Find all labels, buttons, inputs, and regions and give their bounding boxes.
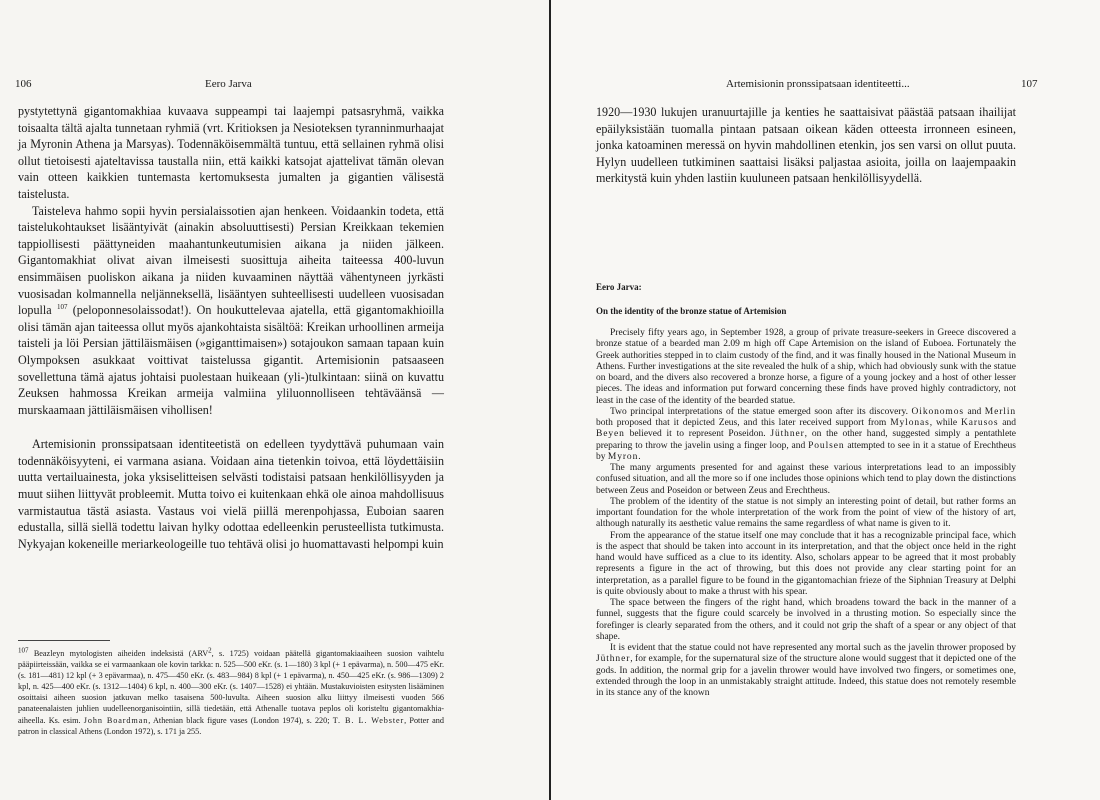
running-head-left: Eero Jarva [205, 78, 252, 90]
page-number-right: 107 [1021, 78, 1038, 90]
footnote-text: , s. 1725) voidaan päätellä gigantomakiaaiheen suosion vaihtelu pääpiirteissään, vaikka se ei varmaankaan ole kovin tarkka: n. 525—500 eKr. (s. 1—180) 3 kpl (+ 1 epävarma), n. 500—475 eKr. (s. 181—481) 12 kpl (+ 3 epävarmaa), n. 475—450 eKr. (s. 483—984) 8 kpl (+ 1 epävarma), n. 450—425 eKr. (s. 986—1309) 2 kpl, n. 425—400 eKr. (s. 1312—1404) 6 kpl, n. 400—300 eKr. (s. 1407—1528) ei yhtään. Mustakuvioisten esitysten lisääminen osoittaisi aiheen suosion jatkuvan melko tasaisena 500-luvulta. Aiheen suosion alku liittyy ilmeisesti vuoden 566 panateenalaisten juhlien uudelleenorganisointiin, sillä tiedetään, että Athenalle tuotava peplos oli koristeltu gigantomakhia-aiheella. Ks. esim. [18, 649, 444, 725]
paragraph [596, 407, 1016, 463]
author-name: Merlin [984, 406, 1017, 417]
text: both proposed that it depicted Zeus, and this later received support from [596, 418, 887, 428]
text: and [967, 406, 982, 417]
running-head-right: Artemisionin pronssipatsaan identiteetti... [726, 78, 910, 90]
summary-body [596, 328, 1016, 699]
page-number-left: 106 [15, 78, 32, 90]
author-name: Karusos [960, 418, 999, 428]
paragraph: Precisely fifty years ago, in September 1928, a group of private treasure-seekers in Greece discovered a bronze statue of a bearded man 2.09 m high off Cape Artemision on the island of Euboea. Fortunately the Greek authorities stepped in to claim custody of the find, and it was finally housed in the National Museum in Athens. Further investigations at the site revealed the hulk of a ship, which had obviously sunk with the statue on board, and the divers also recovered a bronze horse, a figure of a young jockey and a host of other lesser pieces. The ideas and information put forward concerning these finds have proved highly contradictory, not least in the case of the identity of the bearded statue. [596, 328, 1016, 406]
footnote-number: 107 [18, 646, 29, 655]
footnote-author: John Boardman [83, 715, 149, 725]
paragraph: The space between the fingers of the right hand, which broadens toward the back in the manner of a funnel, suggests that the figure could scarcely be involved in a thrusting motion. So especially since the forefinger is clearly separated from the others, and it could not grip the shaft of a spear or any object of that shape. [596, 598, 1016, 642]
text: , for example, for the supernatural size of the structure alone would suggest that it depicted one of the gods. In addition, the normal grip for a javelin thrower would have involved two fingers, or sometimes one, extended through the loop in an unmistakably straight attitude. Indeed, this statue does not remotely resemble in its stance any of the known [596, 654, 1016, 698]
paragraph: The many arguments presented for and against these various interpretations lead to an impossibly confused situation, and all the more so if one includes those opinions which tend to play down the distinctions between Zeus and Poseidon or between Zeus and Erechtheus. [596, 463, 1016, 496]
text: believed it to represent Poseidon. [629, 429, 766, 440]
summary-author: Eero Jarva: [596, 282, 642, 292]
paragraph: pystytettynä gigantomakhiaa kuvaava suppeampi tai laajempi patsasryhmä, vaikka toisaalta tältä ajalta tunnetaan ryhmiä (vrt. Kritioksen ja Nesioteksen tyranninmurhaajat ja Myronin Athena ja Marsyas). Todennäköisemmältä tuntuu, että sellainen ryhmä olisi ollut tietoisesti ajateltavissa taustalla niin, että kaikki katsojat ajattelivat tämän olevan vain otteen kaikkien tuntemasta kertomuksesta jumalten ja gigantien välisestä taistelusta. [18, 104, 444, 201]
text: . [638, 451, 641, 462]
footnote-text: Beazleyn mytologisten aiheiden indeksistä (ARV [33, 649, 209, 658]
author-name: Beyen [596, 429, 625, 440]
author-name: Myron [607, 451, 639, 462]
text: , while [929, 418, 958, 428]
left-body-text [18, 103, 444, 552]
author-name: Jüthner [770, 429, 805, 440]
text: , on the other hand, suggested simply a pentathlete preparing to throw the javelin using a finger loop, and [596, 429, 1017, 451]
author-name: Poulsen [808, 440, 845, 451]
author-name: Jüthner [596, 654, 631, 665]
footnote-ref: 107 [56, 303, 68, 312]
paragraph-text: Taisteleva hahmo sopii hyvin persialaissotien ajan henkeen. Voidaankin todeta, että taistelukohtaukset lisääntyivät (ainakin absoluuttisesti) Persian Kreikkaan tekemien tappiollisesti päättyneiden maahantunkeutumisien aikana ja niiden jälkeen. Gigantomakhiat olivat aivan ilmeisesti suosittuja aiheita taiteessa 400-luvun ensimmäisen puoliskon aikana ja niiden kuvaaminen näyttää vähentyneen jyrkästi vuosisadan kolmannella neljänneksellä, lisääntyen suhteellisesti uudelleen vuosisadan lopulla [18, 203, 444, 318]
author-name: Oikonomos [911, 406, 964, 417]
left-page [0, 0, 549, 800]
text: and [1002, 418, 1017, 428]
footnote-rule [18, 640, 110, 641]
paragraph: The problem of the identity of the statue is not simply an interesting point of detail, but rather forms an important foundation for the whole interpretation of the work from the point of view of the history of art, although naturally its aesthetic value remains the same regardless of what name is given to it. [596, 496, 1016, 530]
text: Two principal interpretations of the statue emerged soon after its discovery. [610, 406, 908, 417]
paragraph [596, 643, 1016, 699]
paragraph: From the appearance of the statue itself one may conclude that it has a recognizable principal face, which is the aspect that should be taken into account in its interpretation, and that the object once held in the right hand would have sufficed as a clue to its identity. Also, scholars appear to be agreed that it most probably represents a figure in the act of throwing, but this does not provide any clear starting point for an interpretation, as a parallel figure to be found in the gigantomachian frieze of the Siphnian Treasury at Delphi is quite obviously about to make a thrust with his spear. [596, 530, 1016, 597]
footnote-text: , Athenian black figure vases (London 1974), s. 220; [148, 715, 330, 725]
paragraph [18, 203, 444, 419]
footnote [18, 648, 444, 737]
footnote-sup: 2 [208, 646, 212, 655]
text: It is evident that the statue could not have represented any mortal such as the javelin thrower proposed by [610, 643, 1016, 653]
paragraph: 1920—1930 lukujen uranuurtajille ja kenties he saattaisivat päästää patsaan ihailijat epäilyksistään tuomalla pintaan patsaan oikean käden otteesta irronneen esineen, jonka katoaminen meressä on hyvin mahdollinen etenkin, jos sen varsi on ollut puuta. Hylyn uudelleen tutkiminen saattaisi lisäksi paljastaa asioita, joilla on laajempaakin merkitystä kuin yhden lastiin kuuluneen patsaan henkilöllisyydellä. [596, 105, 1016, 186]
right-top-text [596, 104, 1016, 187]
paragraph: Artemisionin pronssipatsaan identiteetistä on edelleen tyydyttävä puhumaan vain todennäköisyyteni, ei varmana asiana. Voidaan aina tietenkin toivoa, että löydettäisiin uutta vertailuainesta, joka yksiselitteisen selvästi todistaisi patsaan henkilöllisyyden ja muut siihen liittyvät probleemit. Mutta toivo ei kuitenkaan ehkä ole ainoa mahdollisuus varmistautua tästä asiasta. Vastaus voi vielä piillä merenpohjassa, Euboian saaren edustalla, sillä siellä todettu laivan hylky odottaa edelleenkin perusteellista tutkimusta. Nykyajan kokeneille meriarkeologeille tuo tehtävä olisi jo huomattavasti helpompi kuin [18, 437, 444, 551]
author-name: Mylonas [890, 418, 930, 428]
paragraph-text: (peloponnesolaissodat!). On houkuttelevaa ajatella, että gigantomakhioilla olisi tämän ajan taiteessa ollut myös ajankohtaista sisältöä: Kreikan urhoollinen armeija taisteli ja löi Persian jättiläismäisen (»giganttimaisen») sotajoukon samaan tapaan kuin Olympoksen asukkaat voittivat taistelussa gigantit. Artemisionin patsaaseen sovellettuna tämä ajatus johtaisi puolestaan huikeaan (yli-)tulkintaan: siinä on kuvattu Zeuksen hahmossa Kreikan armeija valmiina yliluonnolliseen tehtäväänsä — murskaamaan jättiläismäisen vihollisen! [18, 303, 444, 417]
footnote-text: , Potter and patron in classical Athens (London 1972), s. 171 ja 255. [18, 715, 444, 736]
summary-title: On the identity of the bronze statue of Artemision [596, 306, 787, 316]
text: attempted to see in it a statue of Erechtheus by [596, 440, 1017, 462]
footnote-author: T. B. L. Webster [332, 715, 405, 725]
right-page [551, 0, 1100, 800]
